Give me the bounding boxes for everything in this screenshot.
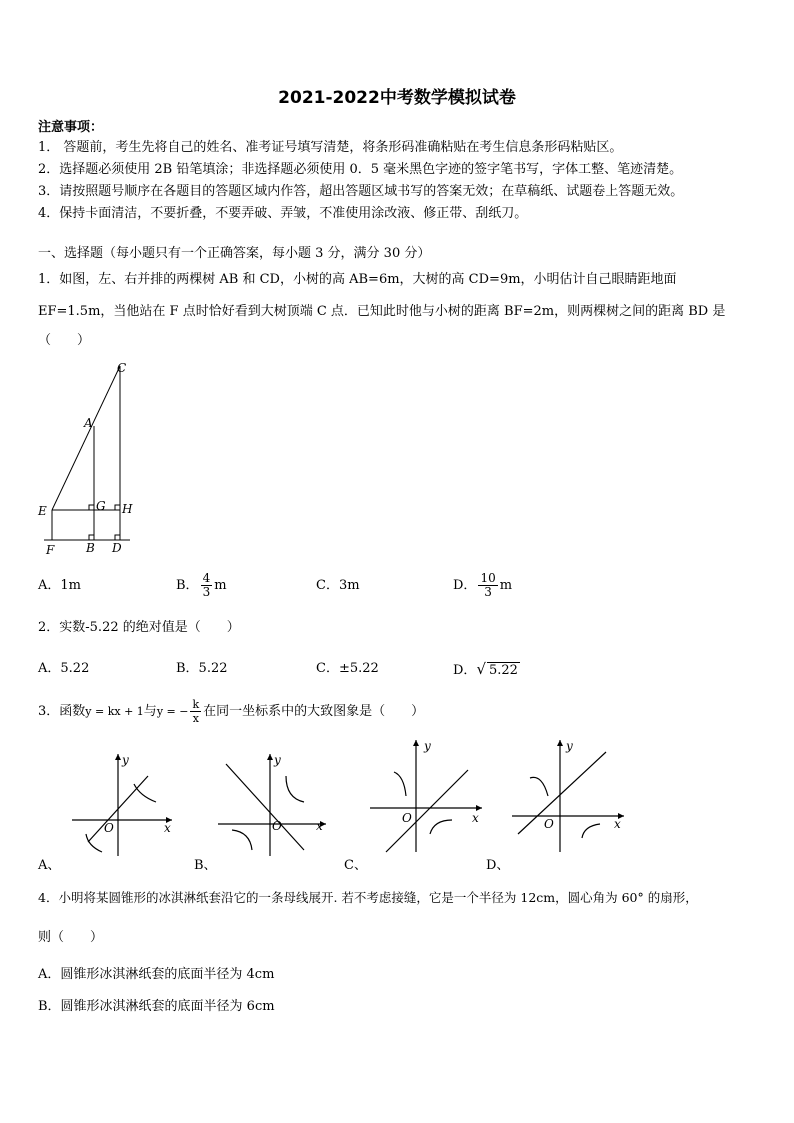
notice-item-4: 4．保持卡面清洁，不要折叠，不要弄破、弄皱，不准使用涂改液、修正带、刮纸刀。 <box>38 206 528 221</box>
q1-option-b-fraction: $\frac{4}{3}$ <box>202 571 211 599</box>
svg-text:y: y <box>424 739 431 753</box>
section-heading: 一、选择题（每小题只有一个正确答案，每小题 3 分，满分 30 分） <box>38 246 431 261</box>
page-title: 2021-2022中考数学模拟试卷 <box>278 88 516 108</box>
q4-option-b: B．圆锥形冰淇淋纸套的底面半径为 6cm <box>38 999 275 1014</box>
label-H: H <box>122 502 133 516</box>
svg-text:O: O <box>402 811 412 825</box>
q4-line-1: 4．小明将某圆锥形的冰淇淋纸套沿它的一条母线展开. 若不考虑接缝，它是一个半径为 12cm，圆心角为 60° 的扇形， <box>38 890 698 905</box>
q2-option-c: C．±5.22 <box>316 661 379 676</box>
svg-text:x: x <box>472 811 479 825</box>
q3-graph-a <box>64 746 179 861</box>
svg-text:O: O <box>104 821 114 835</box>
q3-graph-c <box>364 734 489 859</box>
q2-option-d-radicand: 5.22 <box>489 663 518 678</box>
q2-option-a: A．5.22 <box>38 661 90 676</box>
notice-item-2: 2．选择题必须使用 2B 铅笔填涂；非选择题必须使用 0．5 毫米黑色字迹的签字笔书写，字体工整、笔迹清楚。 <box>38 162 683 177</box>
q4-line-2: 则（ ） <box>38 930 104 945</box>
svg-text:O: O <box>544 817 554 831</box>
q2-question: 2．实数-5.22 的绝对值是（ ） <box>38 620 240 635</box>
svg-text:O: O <box>272 819 282 833</box>
q1-line-2: EF=1.5m，当他站在 F 点时恰好看到大树顶端 C 点．已知此时他与小树的距离 BF=2m，则两棵树之间的距离 BD 是 <box>38 304 726 319</box>
notice-item-1: 1． 答题前，考生先将自己的姓名、准考证号填写清楚，将条形码准确粘贴在考生信息条形码粘贴区。 <box>38 140 623 155</box>
svg-text:y: y <box>122 753 129 767</box>
q1-option-a: A．1m <box>38 578 81 593</box>
q1-line-1: 1．如图，左、右并排的两棵树 AB 和 CD，小树的高 AB=6m，大树的高 CD=9m，小明估计自己眼睛距地面 <box>38 272 677 287</box>
label-G: G <box>96 499 106 513</box>
label-D: D <box>112 541 122 555</box>
label-E: E <box>38 504 47 518</box>
notice-heading: 注意事项： <box>38 120 104 135</box>
svg-text:x: x <box>316 819 323 833</box>
svg-text:y: y <box>566 739 573 753</box>
q3-fraction: $\frac{k}{x}$ <box>192 698 200 725</box>
y-axis-arrow <box>115 754 121 760</box>
label-F: F <box>46 543 55 557</box>
q1-tree-figure <box>34 358 144 558</box>
q1-option-c: C．3m <box>316 578 360 593</box>
label-B: B <box>86 541 95 555</box>
label-A: A <box>84 416 93 430</box>
svg-text:y: y <box>274 753 281 767</box>
q1-option-b: B． $\frac{4}{3}$ m <box>176 571 227 599</box>
q2-option-d: D．√ 5.22 <box>453 660 518 678</box>
q1-option-d: D． $\frac{10}{3}$ m <box>453 571 513 599</box>
y-axis-arrow <box>267 754 273 760</box>
y-axis-arrow <box>413 740 419 746</box>
svg-text:x: x <box>164 821 171 835</box>
q1-line-3: （ ） <box>38 333 91 348</box>
q3-option-c-label: C、 <box>344 858 367 873</box>
label-C: C <box>117 361 127 375</box>
q3-option-b-label: B、 <box>194 858 217 873</box>
notice-item-3: 3．请按照题号顺序在各题目的答题区域内作答，超出答题区域书写的答案无效；在草稿纸、试题卷上答题无效。 <box>38 184 684 199</box>
svg-text:x: x <box>614 817 621 831</box>
q4-option-a: A．圆锥形冰淇淋纸套的底面半径为 4cm <box>38 967 275 982</box>
q1-option-d-fraction: $\frac{10}{3}$ <box>480 571 496 599</box>
y-axis-arrow <box>557 740 563 746</box>
q3-option-a-label: A、 <box>38 858 61 873</box>
q3-graph-d <box>506 734 631 859</box>
q2-option-b: B．5.22 <box>176 661 228 676</box>
q3-question: 3．函数y = kx + 1与y = − $\frac{k}{x}$ 在同一坐标系中的大致图象是（ ） <box>38 698 425 725</box>
q3-graph-b <box>212 746 332 861</box>
q3-option-d-label: D、 <box>486 858 510 873</box>
